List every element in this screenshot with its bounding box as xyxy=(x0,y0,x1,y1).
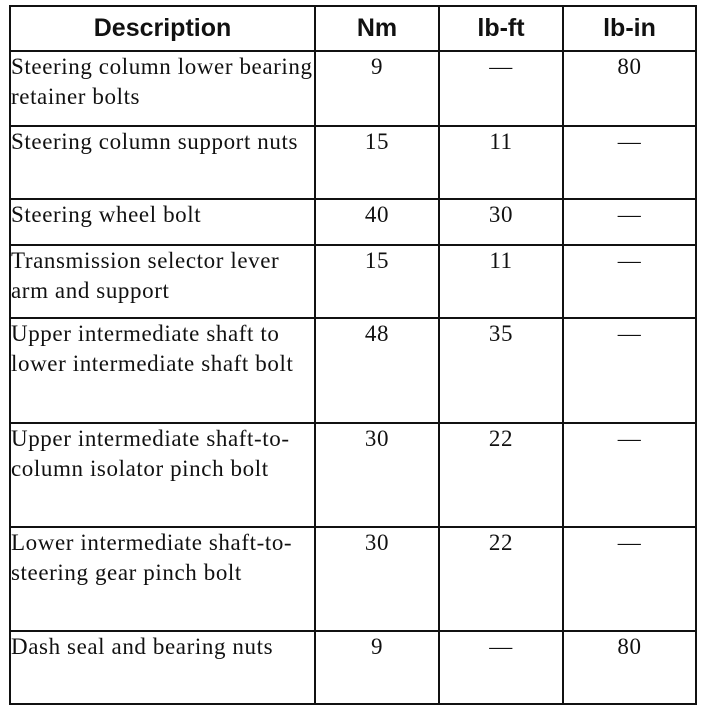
lbin-cell: — xyxy=(563,126,696,199)
lbin-cell: — xyxy=(563,527,696,631)
nm-cell: 9 xyxy=(315,51,439,126)
lbft-cell: — xyxy=(439,51,563,126)
header-description: Description xyxy=(10,6,315,51)
lbft-cell: 22 xyxy=(439,423,563,527)
nm-cell: 30 xyxy=(315,423,439,527)
lbft-cell: 11 xyxy=(439,245,563,318)
nm-cell: 48 xyxy=(315,318,439,423)
lbin-cell: — xyxy=(563,199,696,245)
table-row xyxy=(10,631,696,704)
lbft-cell: — xyxy=(439,631,563,704)
lbin-cell: 80 xyxy=(563,631,696,704)
header-nm: Nm xyxy=(315,6,439,51)
description-cell: Steering column lower bearing retainer bolts xyxy=(10,51,315,126)
lbin-cell: — xyxy=(563,423,696,527)
description-cell: Upper intermediate shaft-to-column isolator pinch bolt xyxy=(10,423,315,527)
nm-cell: 30 xyxy=(315,527,439,631)
lbft-cell: 22 xyxy=(439,527,563,631)
lbin-cell: — xyxy=(563,245,696,318)
table-row xyxy=(10,527,696,631)
table-row xyxy=(10,51,696,126)
header-lbin: lb-in xyxy=(563,6,696,51)
lbft-cell: 11 xyxy=(439,126,563,199)
table-row xyxy=(10,126,696,199)
nm-cell: 40 xyxy=(315,199,439,245)
description-cell: Lower intermediate shaft-to-steering gear pinch bolt xyxy=(10,527,315,631)
description-cell: Upper intermediate shaft to lower intermediate shaft bolt xyxy=(10,318,315,423)
table-row xyxy=(10,199,696,245)
table-row xyxy=(10,245,696,318)
description-cell: Steering column support nuts xyxy=(10,126,315,199)
table-row xyxy=(10,318,696,423)
nm-cell: 15 xyxy=(315,245,439,318)
table-row xyxy=(10,423,696,527)
lbin-cell: 80 xyxy=(563,51,696,126)
torque-spec-table xyxy=(9,5,697,705)
lbft-cell: 35 xyxy=(439,318,563,423)
nm-cell: 15 xyxy=(315,126,439,199)
lbft-cell: 30 xyxy=(439,199,563,245)
nm-cell: 9 xyxy=(315,631,439,704)
header-lbft: lb-ft xyxy=(439,6,563,51)
lbin-cell: — xyxy=(563,318,696,423)
description-cell: Transmission selector lever arm and support xyxy=(10,245,315,318)
header-row xyxy=(10,6,696,51)
description-cell: Steering wheel bolt xyxy=(10,199,315,245)
description-cell: Dash seal and bearing nuts xyxy=(10,631,315,704)
